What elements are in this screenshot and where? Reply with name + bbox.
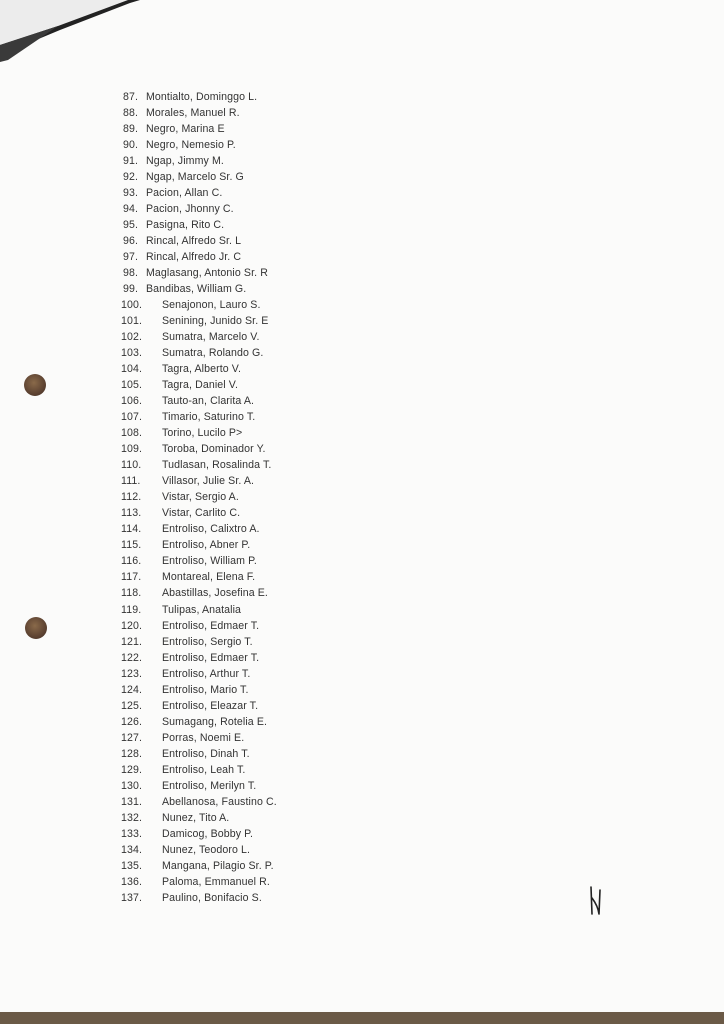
item-number: 123. bbox=[121, 667, 143, 680]
item-number: 103. bbox=[121, 347, 143, 360]
item-number: 119. bbox=[121, 603, 142, 616]
item-number: 116. bbox=[121, 555, 142, 568]
item-number: 115. bbox=[121, 539, 142, 552]
item-name: Nunez, Tito A. bbox=[162, 811, 230, 824]
item-name: Entroliso, Abner P. bbox=[162, 539, 251, 552]
item-name: Senajonon, Lauro S. bbox=[162, 299, 261, 312]
item-name: Mangana, Pilagio Sr. P. bbox=[162, 859, 274, 872]
item-name: Bandibas, William G. bbox=[146, 283, 247, 296]
list-item bbox=[0, 249, 724, 265]
item-name: Montialto, Dominggo L. bbox=[146, 91, 258, 103]
list-item bbox=[0, 842, 724, 858]
item-name: Negro, Marina E bbox=[146, 123, 225, 136]
list-item bbox=[0, 569, 724, 585]
item-name: Entroliso, Sergio T. bbox=[162, 635, 253, 648]
list-item bbox=[0, 762, 724, 778]
item-number: 120. bbox=[121, 619, 143, 632]
item-name: Sumatra, Marcelo V. bbox=[162, 331, 260, 344]
item-name: Ngap, Marcelo Sr. G bbox=[146, 171, 244, 184]
list-item bbox=[0, 746, 724, 762]
item-number: 128. bbox=[121, 747, 143, 760]
item-number: 126. bbox=[121, 715, 143, 728]
item-number: 97. bbox=[123, 251, 139, 264]
list-item bbox=[0, 874, 724, 890]
list-item bbox=[0, 441, 724, 457]
item-name: Negro, Nemesio P. bbox=[146, 139, 236, 152]
item-name: Pacion, Jhonny C. bbox=[146, 203, 234, 216]
list-item bbox=[0, 201, 724, 217]
item-number: 113. bbox=[121, 507, 142, 520]
list-item bbox=[0, 602, 724, 618]
list-item bbox=[0, 361, 724, 377]
list-item bbox=[0, 313, 724, 329]
item-number: 112. bbox=[121, 491, 142, 504]
list-item bbox=[0, 425, 724, 441]
item-name: Montareal, Elena F. bbox=[162, 571, 256, 584]
item-name: Entroliso, Edmaer T. bbox=[162, 619, 260, 632]
list-item bbox=[0, 858, 724, 874]
item-name: Entroliso, William P. bbox=[162, 555, 257, 568]
list-item bbox=[0, 377, 724, 393]
item-number: 95. bbox=[123, 219, 139, 232]
item-name: Entroliso, Arthur T. bbox=[162, 667, 251, 680]
list-item bbox=[0, 634, 724, 650]
list-item bbox=[0, 297, 724, 313]
item-number: 109. bbox=[121, 443, 143, 456]
list-item bbox=[0, 505, 724, 521]
list-item bbox=[0, 265, 724, 281]
item-name: Paulino, Bonifacio S. bbox=[162, 891, 262, 904]
item-name: Porras, Noemi E. bbox=[162, 731, 245, 744]
list-item bbox=[0, 521, 724, 537]
item-name: Entroliso, Leah T. bbox=[162, 763, 246, 776]
item-number: 89. bbox=[123, 123, 139, 136]
list-item bbox=[0, 329, 724, 345]
item-number: 114. bbox=[121, 523, 142, 536]
list-item bbox=[0, 553, 724, 569]
item-name: Maglasang, Antonio Sr. R bbox=[146, 267, 268, 280]
list-item bbox=[0, 137, 724, 153]
list-item bbox=[0, 105, 724, 121]
item-name: Entroliso, Calixtro A. bbox=[162, 523, 260, 536]
list-item bbox=[0, 890, 724, 906]
item-number: 124. bbox=[121, 683, 143, 696]
list-item bbox=[0, 682, 724, 698]
item-name: Ngap, Jimmy M. bbox=[146, 155, 224, 168]
list-item bbox=[0, 794, 724, 810]
list-item bbox=[0, 826, 724, 842]
item-number: 93. bbox=[123, 187, 139, 200]
item-name: Rincal, Alfredo Jr. C bbox=[146, 251, 242, 264]
item-name: Entroliso, Edmaer T. bbox=[162, 651, 260, 664]
item-name: Entroliso, Dinah T. bbox=[162, 747, 250, 760]
item-number: 137. bbox=[121, 891, 143, 904]
item-number: 106. bbox=[121, 395, 143, 408]
list-item bbox=[0, 281, 724, 297]
item-name: Tulipas, Anatalia bbox=[162, 603, 242, 616]
item-number: 101. bbox=[121, 315, 143, 328]
item-number: 102. bbox=[121, 331, 143, 344]
item-number: 131. bbox=[121, 795, 143, 808]
item-number: 110. bbox=[121, 459, 142, 472]
item-number: 107. bbox=[121, 411, 143, 424]
item-name: Timario, Saturino T. bbox=[162, 411, 256, 424]
item-number: 105. bbox=[121, 379, 143, 392]
list-item bbox=[0, 778, 724, 794]
item-name: Abastillas, Josefina E. bbox=[162, 587, 268, 600]
list-item bbox=[0, 185, 724, 201]
list-item bbox=[0, 121, 724, 137]
item-name: Toroba, Dominador Y. bbox=[162, 443, 266, 456]
list-item bbox=[0, 585, 724, 601]
item-number: 135. bbox=[121, 859, 143, 872]
item-number: 94. bbox=[123, 203, 139, 216]
item-name: Entroliso, Eleazar T. bbox=[162, 699, 259, 712]
item-number: 108. bbox=[121, 427, 143, 440]
item-name: Paloma, Emmanuel R. bbox=[162, 875, 270, 888]
item-number: 99. bbox=[123, 283, 139, 296]
name-list bbox=[0, 89, 724, 906]
item-name: Damicog, Bobby P. bbox=[162, 827, 254, 840]
list-item bbox=[0, 666, 724, 682]
item-name: Nunez, Teodoro L. bbox=[162, 843, 251, 856]
item-number: 92. bbox=[123, 171, 139, 184]
item-name: Tudlasan, Rosalinda T. bbox=[162, 459, 272, 472]
item-name: Tagra, Daniel V. bbox=[162, 379, 238, 392]
item-name: Pasigna, Rito C. bbox=[146, 219, 225, 232]
item-number: 125. bbox=[121, 699, 143, 712]
item-number: 96. bbox=[123, 235, 139, 248]
item-number: 133. bbox=[121, 827, 143, 840]
item-number: 136. bbox=[121, 875, 143, 888]
list-item bbox=[0, 169, 724, 185]
item-name: Entroliso, Merilyn T. bbox=[162, 779, 257, 792]
list-item bbox=[0, 810, 724, 826]
item-name: Vistar, Sergio A. bbox=[162, 491, 239, 504]
item-number: 117. bbox=[121, 571, 142, 584]
item-name: Vistar, Carlito C. bbox=[162, 507, 241, 520]
item-name: Torino, Lucilo P> bbox=[162, 427, 243, 440]
item-number: 111. bbox=[121, 475, 141, 488]
item-number: 91. bbox=[123, 155, 139, 168]
folded-corner-icon bbox=[0, 0, 140, 70]
item-name: Tagra, Alberto V. bbox=[162, 363, 242, 376]
list-item bbox=[0, 393, 724, 409]
list-item bbox=[0, 698, 724, 714]
list-item bbox=[0, 650, 724, 666]
list-item bbox=[0, 489, 724, 505]
item-number: 127. bbox=[121, 731, 143, 744]
item-number: 130. bbox=[121, 779, 143, 792]
item-number: 132. bbox=[121, 811, 143, 824]
item-name: Sumagang, Rotelia E. bbox=[162, 715, 268, 728]
item-number: 98. bbox=[123, 267, 139, 280]
handwritten-initials-icon bbox=[586, 884, 610, 920]
list-item bbox=[0, 89, 724, 105]
list-item bbox=[0, 457, 724, 473]
item-name: Entroliso, Mario T. bbox=[162, 683, 249, 696]
item-name: Villasor, Julie Sr. A. bbox=[162, 475, 255, 488]
list-item bbox=[0, 233, 724, 249]
item-name: Pacion, Allan C. bbox=[146, 187, 223, 200]
item-number: 122. bbox=[121, 651, 143, 664]
item-number: 100. bbox=[121, 299, 143, 312]
item-number: 134. bbox=[121, 843, 143, 856]
item-name: Morales, Manuel R. bbox=[146, 107, 240, 120]
list-item bbox=[0, 345, 724, 361]
item-number: 121. bbox=[121, 635, 143, 648]
item-number: 90. bbox=[123, 139, 139, 152]
list-item bbox=[0, 537, 724, 553]
item-name: Senining, Junido Sr. E bbox=[162, 315, 269, 328]
item-number: 118. bbox=[121, 587, 142, 600]
list-item bbox=[0, 153, 724, 169]
list-item bbox=[0, 409, 724, 425]
item-name: Abellanosa, Faustino C. bbox=[162, 795, 277, 808]
list-item bbox=[0, 217, 724, 233]
item-number: 104. bbox=[121, 363, 143, 376]
list-item bbox=[0, 730, 724, 746]
item-name: Sumatra, Rolando G. bbox=[162, 347, 264, 360]
list-item bbox=[0, 618, 724, 634]
list-item bbox=[0, 473, 724, 489]
list-item bbox=[0, 714, 724, 730]
item-number: 88. bbox=[123, 107, 139, 120]
item-name: Tauto-an, Clarita A. bbox=[162, 395, 255, 408]
item-name: Rincal, Alfredo Sr. L bbox=[146, 235, 242, 248]
item-number: 129. bbox=[121, 763, 143, 776]
item-number: 87. bbox=[123, 91, 139, 103]
